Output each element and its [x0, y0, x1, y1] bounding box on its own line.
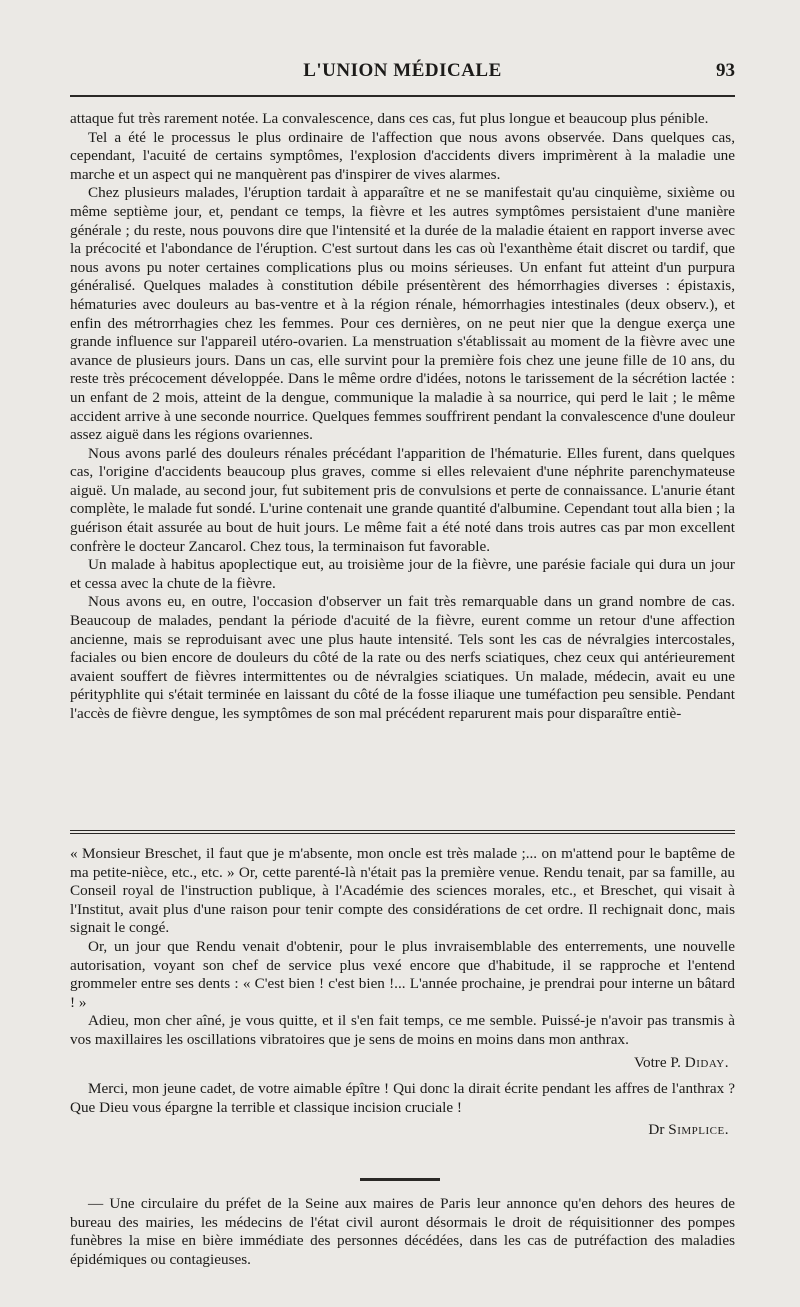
news-item: [70, 1195, 735, 1269]
paragraph: Tel a été le processus le plus ordinaire de l'affection que nous avons observée. Dans quelques cas, cependant, l'acuité de certains symptômes, l'explosion d'accidents divers imprimèrent à la maladie une marche et un aspect qui ne manquèrent pas d'inspirer de vives alarmes.: [70, 128, 735, 183]
section-ornament: [0, 1168, 800, 1186]
signature-prefix: Dr: [648, 1121, 669, 1139]
header-rule: [70, 95, 735, 97]
page-number: 93: [716, 60, 735, 81]
paragraph: Merci, mon jeune cadet, de votre aimable épître ! Qui donc la dirait écrite pendant les affres de l'anthrax ? Que Dieu vous épargne la terrible et classique incision cruciale !: [70, 1080, 735, 1116]
paragraph: Or, un jour que Rendu venait d'obtenir, pour le plus invraisemblable des enterrements, une nouvelle autorisation, voyant son chef de service plus vexé encore que d'habitude, il se rapproche et l'entend grommeler entre ses dents : « C'est bien ! c'est bien !... L'année prochaine, je prendrai pour interne un bâtard ! »: [70, 937, 735, 1011]
feuilleton-section: [70, 845, 735, 1148]
signature-name: Simplice.: [668, 1121, 729, 1139]
signature-diday: [70, 1054, 729, 1073]
paragraph: « Monsieur Breschet, il faut que je m'absente, mon oncle est très malade ;... on m'attend pour le baptême de ma petite-nièce, etc., etc. » Or, cette parenté-là n'était pas la première venue. Rendu tenait, par sa famille, au Conseil royal de l'instruction publique, à l'Académie des sciences morales, etc., et Breschet, qui visait à l'Institut, avait plus d'une raison pour tenir compte des considérations de cet ordre. Il rechignait donc, mais signait le congé.: [70, 845, 735, 937]
signature-simplice: [70, 1121, 729, 1140]
paragraph: Chez plusieurs malades, l'éruption tardait à apparaître et ne se manifestait qu'au cinquième, sixième ou même septième jour, et, pendant ce temps, la fièvre et les autres symptômes persistaient d'une manière générale ; du reste, nous pouvons dire que l'intensité et la durée de la maladie étaient en rapport inverse avec la précocité et l'abondance de l'éruption. C'est surtout dans les cas où l'exanthème était discret ou tardif, que nous avons pu noter certaines complications plus ou moins sérieuses. Un enfant fut atteint d'un purpura généralisé. Quelques malades à constitution débile présentèrent des hémorrhagies diverses : épistaxis, hématuries avec douleurs au bas-ventre et à la région rénale, hémorrhagies intestinales (deux observ.), et enfin des métrorrhagies chez les femmes. Pour ces dernières, on ne peut nier que la dengue exerça une grande influence sur l'appareil utéro-ovarien. La menstruation s'établissait au moment de la fièvre avec une avance de plusieurs jours. Dans un cas, elle survint pour la première fois chez une jeune fille de 10 ans, du reste très précocement développée. Dans le même ordre d'idées, notons le tarissement de la sécrétion lactée : un enfant de 2 mois, atteint de la dengue, communique la maladie à sa nourrice, qui perd le lait ; le même accident arrive à une seconde nourrice. Quelques femmes souffrirent pendant la convalescence d'une douleur assez aiguë dans les régions ovariennes.: [70, 184, 735, 444]
paragraph: attaque fut très rarement notée. La convalescence, dans ces cas, fut plus longue et beaucoup plus pénible.: [70, 110, 709, 127]
feuilleton-separator: [70, 830, 735, 836]
paragraph: — Une circulaire du préfet de la Seine aux maires de Paris leur annonce qu'en dehors des heures de bureau des mairies, les médecins de l'état civil auront désormais le droit de réquisitionner des pompes funèbres la mise en bière immédiate des personnes décédées, dans les cas de putréfaction des maladies épidémiques ou contagieuses.: [70, 1195, 735, 1268]
signature-prefix: Votre P.: [633, 1053, 685, 1071]
paragraph: Un malade à habitus apoplectique eut, au troisième jour de la fièvre, une parésie faciale qui dura un jour et cessa avec la chute de la fièvre.: [70, 556, 735, 592]
running-head: [70, 60, 735, 88]
paragraph: Nous avons parlé des douleurs rénales précédant l'apparition de l'hématurie. Elles furent, dans quelques cas, l'origine d'accidents beaucoup plus graves, comme si elles relevaient d'une néphrite parenchymateuse aiguë. Un malade, au second jour, fut subitement pris de convulsions et perte de connaissance. L'anurie étant complète, le malade fut sondé. L'urine contenait une grande quantité d'albumine. Cependant tout alla bien ; la guérison était assurée au bout de huit jours. Le même fait a été noté dans trois autres cas par mon excellent confrère le docteur Zancarol. Chez tous, la terminaison fut favorable.: [70, 444, 735, 555]
main-article: [70, 110, 735, 724]
journal-title: L'UNION MÉDICALE: [303, 60, 502, 81]
signature-name: Diday.: [684, 1053, 729, 1071]
paragraph: Nous avons eu, en outre, l'occasion d'observer un fait très remarquable dans un grand nombre de cas. Beaucoup de malades, pendant la période d'acuité de la fièvre, eurent comme un retour d'une affection ancienne, mais se reproduisant avec une plus haute intensité. Tels sont les cas de névralgies intercostales, faciales ou bien encore de douleurs du côté de la rate ou des nerfs sciatiques, chez ceux qui antérieurement avaient souffert de fièvres intermittentes ou de névralgies sciatiques. Un malade, médecin, avait eu une pérityphlite qui s'était terminée en laissant du côté de la fosse iliaque une tuméfaction peu sensible. Pendant l'accès de fièvre dengue, les symptômes de son mal précédent reparurent mais pour disparaître entiè-: [70, 593, 735, 722]
paragraph: Adieu, mon cher aîné, je vous quitte, et il s'en fait temps, ce me semble. Puissé-je n'avoir pas transmis à vos maxillaires les oscillations vibratoires que je sens de moins en moins dans mon anthrax.: [70, 1012, 735, 1048]
